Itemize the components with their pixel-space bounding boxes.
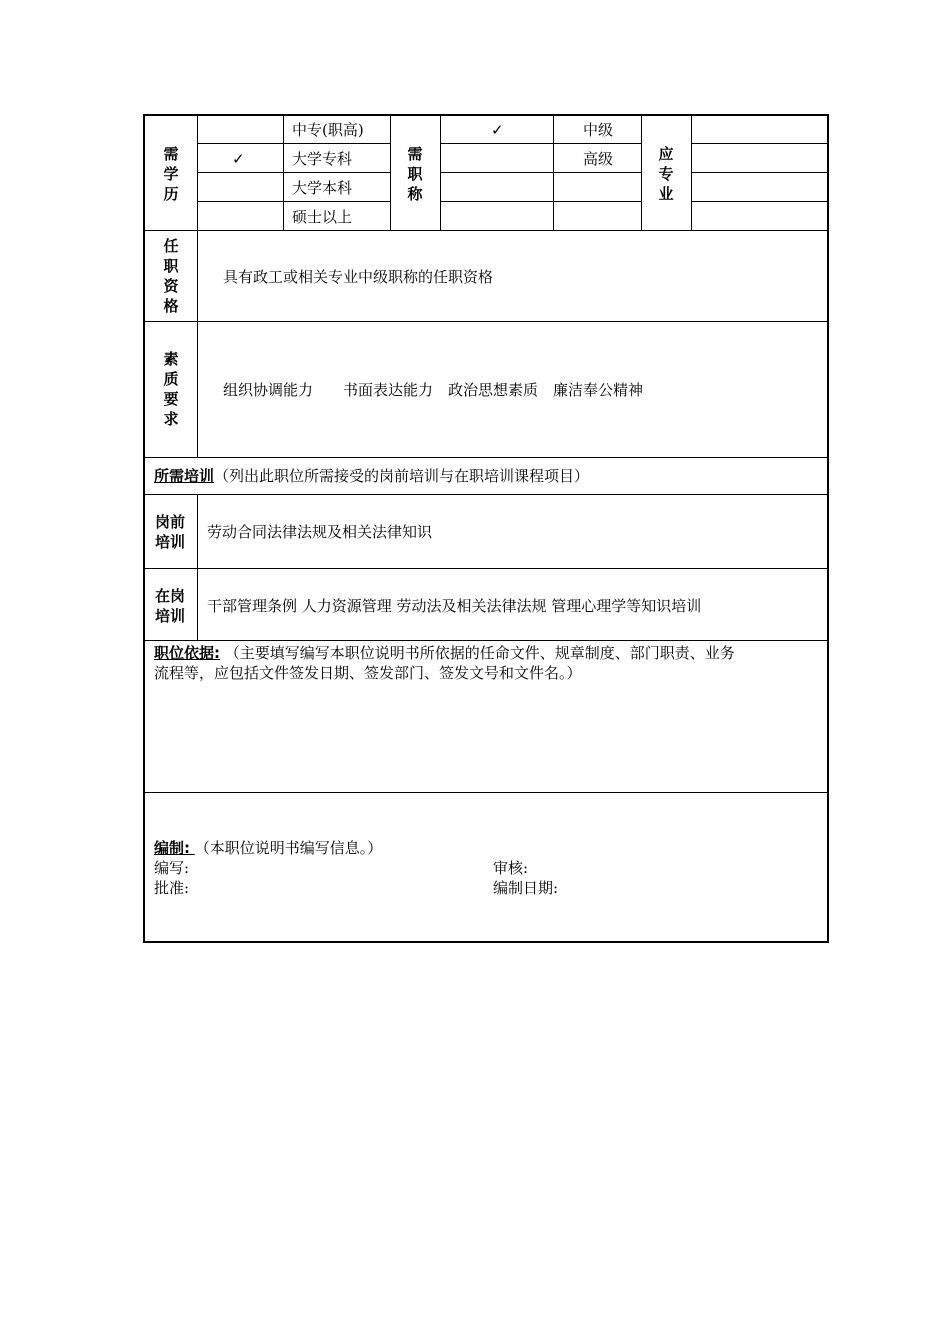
education-check: ✓ [232,150,245,168]
quality-text: 组织协调能力 书面表达能力 政治思想素质 廉洁奉公精神 [223,381,644,399]
divider [440,172,641,173]
divider [145,321,827,322]
divider [691,116,692,230]
divider [691,201,827,202]
divider [145,640,827,641]
date-label: 编制日期: [493,879,559,897]
divider [197,143,390,144]
training-note: （列出此职位所需接受的岗前培训与在职培训课程项目） [214,467,590,485]
education-level: 硕士以上 [292,208,353,226]
title-check: ✓ [491,121,504,139]
divider [691,172,827,173]
title-level: 中级 [583,121,614,139]
compile-heading: 编制: [154,839,190,857]
title-label: 需职称 [407,145,423,203]
education-label: 需学历 [163,145,179,203]
divider [440,143,641,144]
approver-label: 批准: [154,879,190,897]
title-level: 高级 [583,150,614,168]
divider [197,201,390,202]
divider [553,116,554,230]
on-training-label: 在岗培训 [154,587,185,625]
divider [390,116,391,230]
divider [145,494,827,495]
training-heading-row [154,467,589,485]
writer-label: 编写: [154,859,190,877]
basis-note-line2: 流程等，应包括文件签发日期、签发部门、签发文号和文件名。） [154,664,582,682]
compile-note: （本职位说明书编写信息。） [194,839,383,857]
divider [283,116,284,230]
divider [145,568,827,569]
on-training-text: 干部管理条例 人力资源管理 劳动法及相关法律法规 管理心理学等知识培训 [207,597,702,615]
compile-heading-row [154,839,382,857]
divider [145,792,827,793]
major-label: 应专业 [658,145,674,203]
education-level: 大学专科 [292,150,353,168]
divider [197,494,198,640]
divider [197,116,198,457]
training-heading: 所需培训 [154,467,215,485]
education-level: 中专(职高) [292,121,364,139]
divider [440,116,441,230]
pre-training-text: 劳动合同法律法规及相关法律知识 [207,523,433,541]
divider [440,201,641,202]
qualification-label: 任职资格 [163,237,179,315]
divider [641,116,642,230]
quality-label: 素质要求 [163,350,179,428]
basis-line-1 [154,644,735,662]
basis-heading: 职位依据: [154,644,220,662]
basis-note-line1: （主要填写编写本职位说明书所依据的任命文件、规章制度、部门职责、业务 [224,644,735,662]
divider [691,143,827,144]
reviewer-label: 审核: [493,859,529,877]
divider [145,230,827,231]
divider [145,457,827,458]
qualification-text: 具有政工或相关专业中级职称的任职资格 [223,268,494,286]
education-level: 大学本科 [292,179,353,197]
divider [197,172,390,173]
pre-training-label: 岗前培训 [154,513,185,551]
